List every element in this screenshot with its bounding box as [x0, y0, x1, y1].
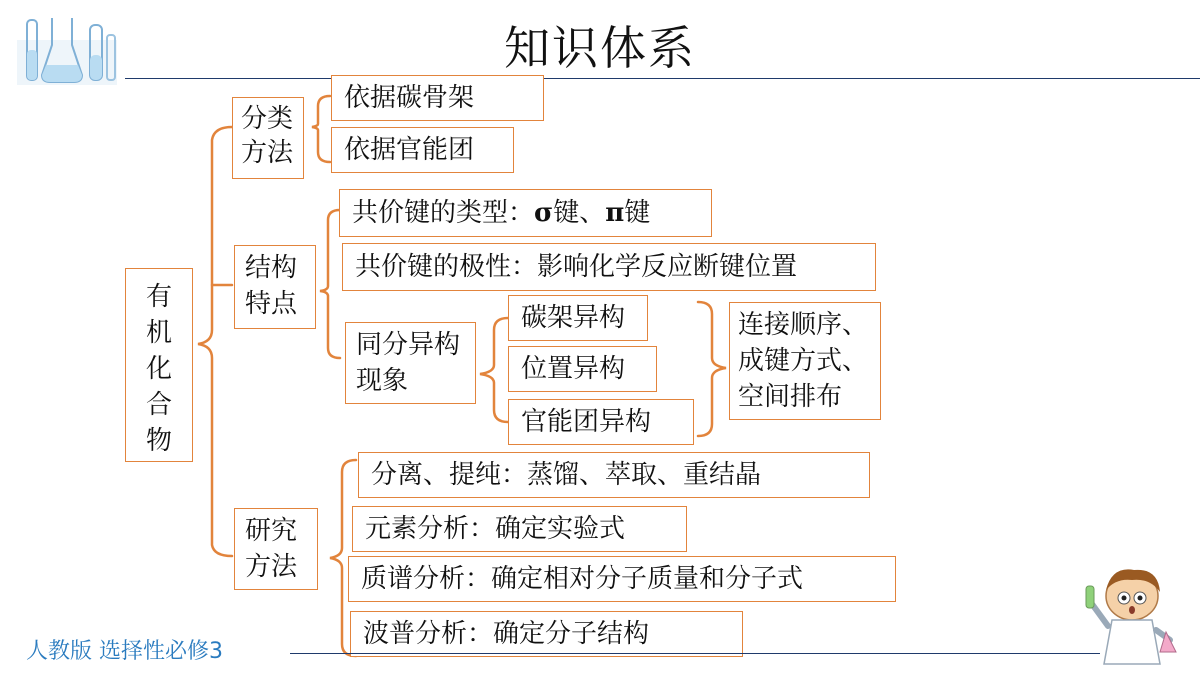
- footer-text: 人教版 选择性必修3: [26, 639, 223, 664]
- footer-divider: [290, 653, 1100, 654]
- root-char: 机: [145, 318, 172, 348]
- branch-label: 结构特点: [245, 253, 298, 319]
- structure-bond-type: 共价键的类型： σ 键、 π 键: [339, 189, 712, 237]
- branch-structure: [234, 245, 316, 329]
- isomer-type-functional-group: 官能团异构: [508, 399, 694, 445]
- root-char: 合: [145, 390, 172, 420]
- branch-label: 研究方法: [245, 516, 298, 582]
- branch-label: 分类方法: [241, 104, 294, 168]
- classify-item-functional-group: 依据官能团: [331, 127, 514, 173]
- research-item-separation: 分离、提纯：蒸馏、萃取、重结晶: [358, 452, 870, 498]
- isomer-label: 同分异构现象: [356, 330, 461, 396]
- root-char: 物: [145, 426, 172, 456]
- isomer-node: [345, 322, 476, 404]
- page-title: 知识体系: [504, 21, 696, 75]
- classify-item-carbon-skeleton: 依据碳骨架: [331, 75, 544, 121]
- root-char: 有: [145, 282, 172, 312]
- sigma-symbol: σ: [534, 198, 554, 228]
- structure-bond-polarity: 共价键的极性：影响化学反应断键位置: [342, 243, 876, 291]
- branch-classify: [232, 97, 304, 179]
- scientist-cartoon-icon: [1082, 560, 1182, 670]
- isomer-note: 连接顺序、 成键方式、 空间排布: [729, 302, 881, 420]
- research-item-mass-spectrometry: 质谱分析：确定相对分子质量和分子式: [348, 556, 896, 602]
- isomer-type-position: 位置异构: [508, 346, 657, 392]
- pi-symbol: π: [605, 198, 625, 228]
- isomer-type-carbon-skeleton: 碳架异构: [508, 295, 648, 341]
- root-char: 化: [145, 354, 172, 384]
- root-node-organic-compound: [125, 268, 193, 462]
- research-item-element-analysis: 元素分析：确定实验式: [352, 506, 687, 552]
- branch-research: [234, 508, 318, 590]
- research-item-spectral-analysis: 波普分析：确定分子结构: [350, 611, 743, 657]
